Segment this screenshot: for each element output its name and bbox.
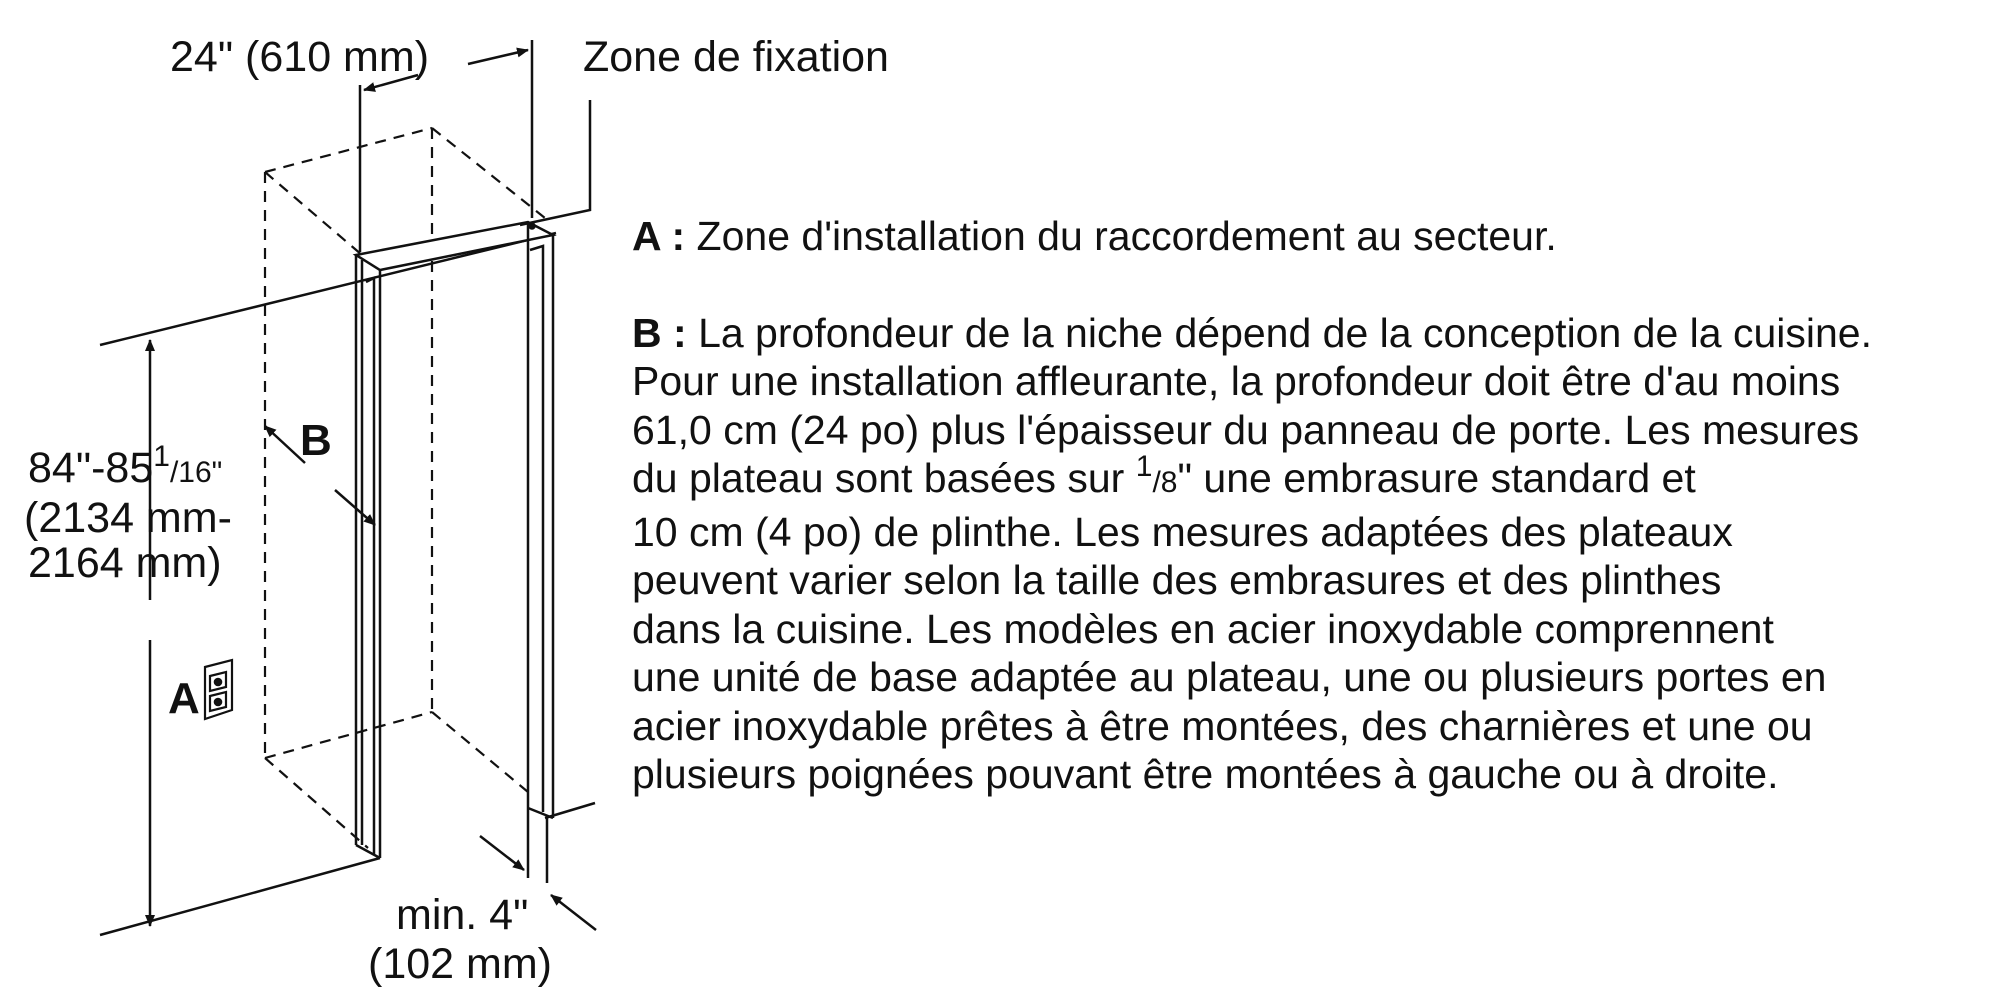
legend-b4-den: /8 (1152, 466, 1178, 499)
legend-key-a: A : (632, 213, 686, 259)
height-dimension-mm-2: 2164 mm) (28, 539, 222, 587)
outlet-icon (205, 660, 232, 719)
legend-text-b-1: La profondeur de la niche dépend de la conception de la cuisine. (698, 309, 1872, 356)
label-b: B (300, 416, 332, 465)
legend (632, 212, 1982, 799)
legend-text-b-2: Pour une installation affleurante, la profondeur doit être d'au moins (632, 358, 1841, 404)
legend-b4-post: " une embrasure standard et (1177, 455, 1696, 501)
legend-b4-pre: du plateau sont basées sur (632, 455, 1125, 501)
height-dim-main: 84"-85 (28, 444, 154, 492)
label-a: A (168, 674, 200, 723)
height-dimension-label (28, 440, 223, 496)
door-panel (356, 222, 553, 858)
width-dimension-label: 24" (610 mm) (170, 33, 430, 81)
legend-text-b-9: acier inoxydable prêtes à être montées, des charnières et une ou (632, 702, 1813, 749)
legend-item-b (632, 309, 1982, 358)
legend-item-a (632, 212, 1982, 261)
legend-text-a: Zone d'installation du raccordement au secteur. (696, 213, 1557, 259)
legend-text-b-6: peuvent varier selon la taille des embrasures et des plinthes (632, 557, 1722, 603)
legend-text-b-4 (632, 450, 1982, 508)
min-gap-label: min. 4" (396, 891, 529, 939)
height-dimension-mm-1: (2134 mm- (24, 494, 232, 542)
height-dim-fraction-den: /16" (169, 456, 223, 489)
height-dim-fraction-num: 1 (153, 440, 170, 473)
min-gap-mm-label: (102 mm) (368, 940, 552, 988)
mounting-zone-label: Zone de fixation (583, 33, 889, 81)
legend-text-b-8: une unité de base adaptée au plateau, une ou plusieurs portes en (632, 654, 1827, 700)
legend-text-b-10: plusieurs poignées pouvant être montées à gauche ou à droite. (632, 751, 1779, 797)
mounting-zone-leader (520, 100, 590, 225)
legend-text-b-5: 10 cm (4 po) de plinthe. Les mesures adaptées des plateaux (632, 508, 1733, 555)
legend-b4-num: 1 (1135, 450, 1153, 483)
legend-text-b-7: dans la cuisine. Les modèles en acier inoxydable comprennent (632, 605, 1774, 652)
legend-key-b: B : (632, 309, 687, 356)
legend-text-b-3: 61,0 cm (24 po) plus l'épaisseur du panneau de porte. Les mesures (632, 406, 1860, 453)
